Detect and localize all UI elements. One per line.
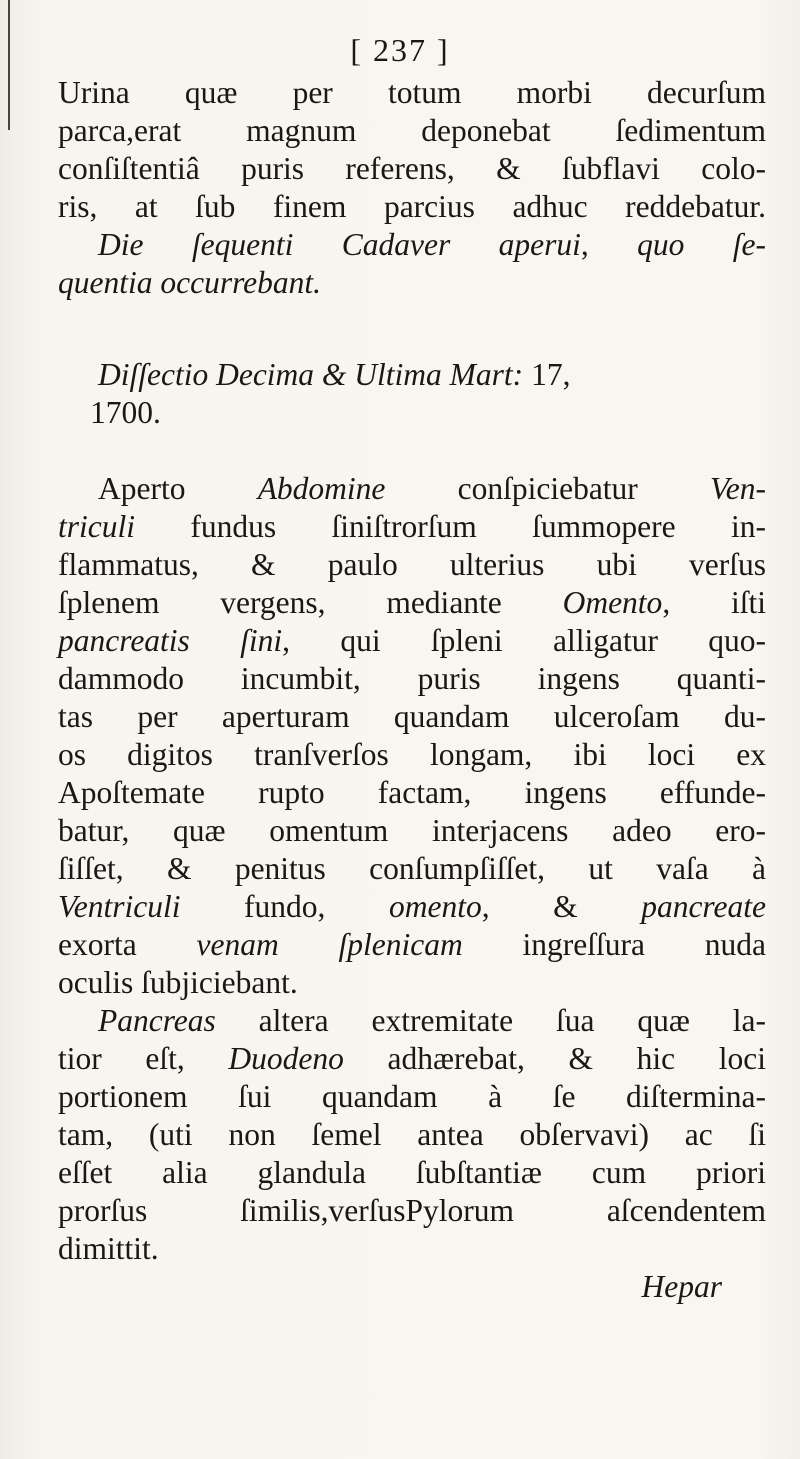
text-run: adhærebat, & hic loci — [343, 1041, 766, 1076]
text-run: Apoſtemate rupto factam, ingens effunde- — [58, 775, 766, 810]
italic-run: Abdomine — [257, 471, 386, 506]
text-run: fundo, — [180, 889, 389, 924]
italic-run: pancreate — [641, 889, 766, 924]
text-run: ris, at ſub finem parcius adhuc reddebatur. — [58, 189, 766, 224]
body-text — [58, 74, 766, 1306]
text-run: parca,erat magnum deponebat ſedimentum — [58, 113, 766, 148]
text-line — [58, 1078, 766, 1116]
text-line — [58, 888, 766, 926]
text-line — [58, 1154, 766, 1192]
text-run: os digitos tranſverſos longam, ibi loci ex — [58, 737, 766, 772]
italic-run: quentia occurrebant. — [58, 265, 322, 300]
text-run: tas per aperturam quandam ulceroſam du- — [58, 699, 766, 734]
catchword — [58, 1268, 766, 1306]
text-run: tam, (uti non ſemel antea obſervavi) ac ſi — [58, 1117, 766, 1152]
text-line — [58, 660, 766, 698]
section-heading-line — [58, 356, 766, 394]
italic-run: pancreatis ſini — [58, 623, 283, 658]
text-run: batur, quæ omentum interjacens adeo ero- — [58, 813, 766, 848]
text-line — [58, 1230, 766, 1268]
text-run: tior eſt, — [58, 1041, 229, 1076]
paragraph-gap — [58, 302, 766, 356]
text-line — [58, 226, 766, 264]
italic-run: Pancreas — [98, 1003, 216, 1038]
text-line — [58, 926, 766, 964]
text-run: , iſti — [662, 585, 766, 620]
text-line — [58, 508, 766, 546]
text-line — [58, 264, 766, 302]
text-run: ſplenem vergens, mediante — [58, 585, 563, 620]
text-line — [58, 736, 766, 774]
italic-run: Diſſectio Decima & Ultima Mart: — [98, 357, 524, 392]
text-run: 17, — [523, 357, 571, 392]
italic-run: venam ſplenicam — [196, 927, 463, 962]
section-heading-date — [58, 394, 766, 432]
text-run: , & — [481, 889, 642, 924]
text-line — [58, 964, 766, 1002]
text-run: prorſus ſimilis,verſusPylorum aſcendentem — [58, 1193, 766, 1228]
italic-run: Die ſequenti Cadaver aperui — [98, 227, 581, 262]
text-run: flammatus, & paulo ulterius ubi verſus — [58, 547, 766, 582]
italic-run: Ventriculi — [58, 889, 181, 924]
italic-run: quo ſe- — [637, 227, 767, 262]
text-line — [58, 470, 766, 508]
text-line — [58, 112, 766, 150]
text-line — [58, 546, 766, 584]
text-run: , qui ſpleni alligatur quo- — [282, 623, 767, 658]
italic-run: Ven- — [710, 471, 766, 506]
text-run: Urina quæ per totum morbi decurſum — [58, 75, 766, 110]
text-line — [58, 850, 766, 888]
text-run: conſiſtentiâ puris referens, & ſubflavi colo- — [58, 151, 766, 186]
text-run: ingreſſura nuda — [462, 927, 766, 962]
text-run: Aperto — [98, 471, 258, 506]
text-run: , — [580, 227, 638, 262]
text-line — [58, 1040, 766, 1078]
paragraph-gap — [58, 432, 766, 470]
text-run: altera extremitate ſua quæ la- — [215, 1003, 766, 1038]
italic-run: Hepar — [641, 1269, 722, 1304]
text-run: ſiſſet, & penitus conſumpſiſſet, ut vaſa à — [58, 851, 766, 886]
text-run: 1700. — [90, 395, 161, 430]
text-line — [58, 622, 766, 660]
text-run: eſſet alia glandula ſubſtantiæ cum priori — [58, 1155, 766, 1190]
text-line — [58, 1116, 766, 1154]
text-line — [58, 74, 766, 112]
text-line — [58, 1192, 766, 1230]
text-line — [58, 812, 766, 850]
text-line — [58, 188, 766, 226]
text-line — [58, 1002, 766, 1040]
text-run: conſpiciebatur — [385, 471, 711, 506]
text-run: oculis ſubjiciebant. — [58, 965, 298, 1000]
italic-run: Omento — [562, 585, 663, 620]
text-run: dammodo incumbit, puris ingens quanti- — [58, 661, 766, 696]
text-line — [58, 698, 766, 736]
text-line — [58, 150, 766, 188]
italic-run: triculi — [58, 509, 135, 544]
text-run: portionem ſui quandam à ſe diſtermina- — [58, 1079, 766, 1114]
page-number: [ 237 ] — [350, 32, 450, 68]
text-run: exorta — [58, 927, 197, 962]
italic-run: omento — [388, 889, 482, 924]
italic-run: Duodeno — [228, 1041, 344, 1076]
text-run: dimittit. — [58, 1231, 159, 1266]
text-line — [58, 584, 766, 622]
text-run: fundus ſiniſtrorſum ſummopere in- — [135, 509, 766, 544]
text-line — [58, 774, 766, 812]
